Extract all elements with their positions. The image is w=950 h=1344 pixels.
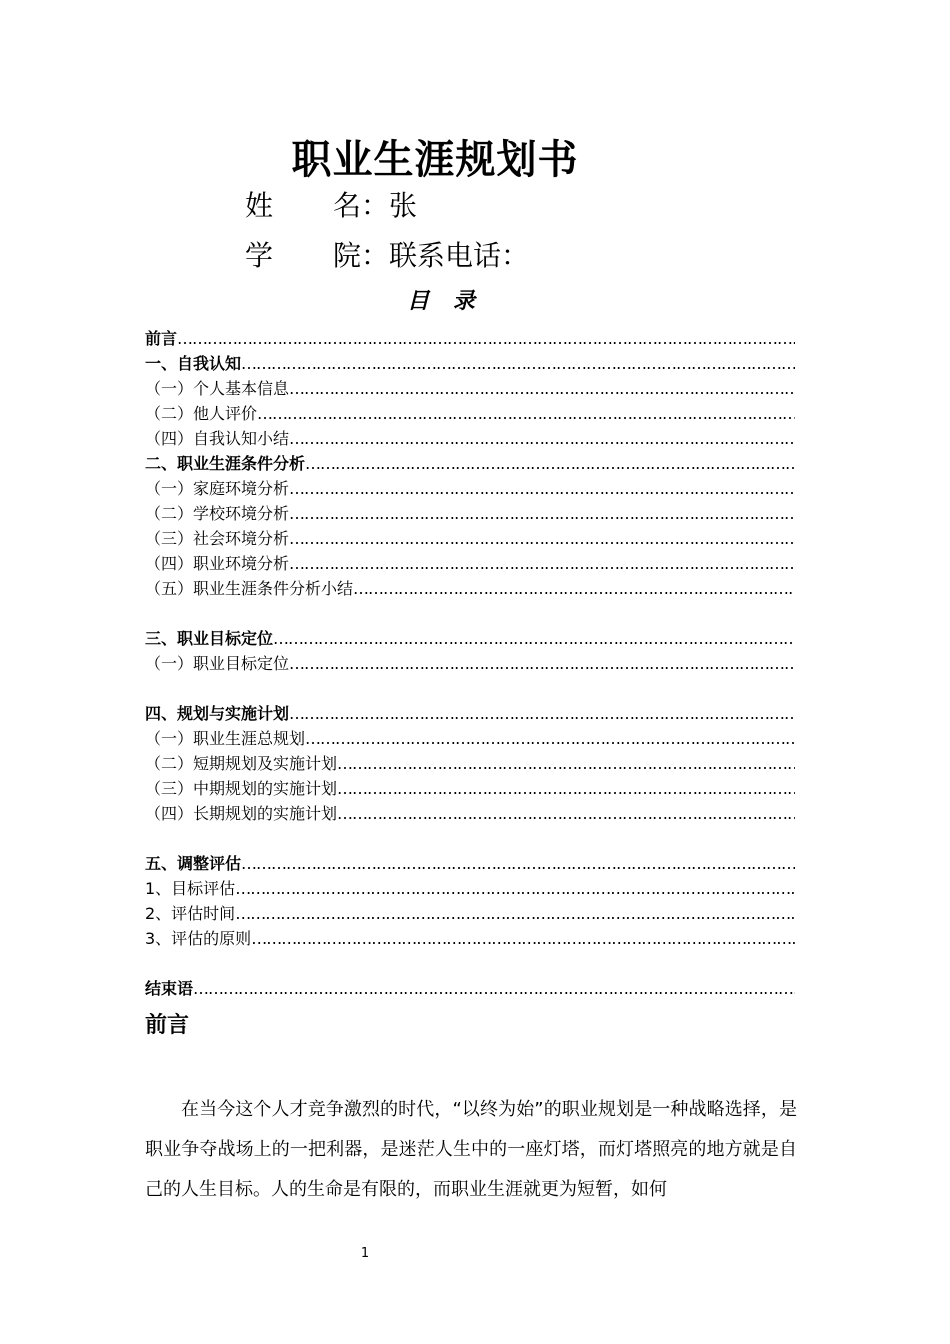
toc-item[interactable]: （二）短期规划及实施计划 ………………………………………………………………………………………………………………………………………………………………………………………… [145, 751, 795, 776]
toc-item[interactable]: 二、职业生涯条件分析 ………………………………………………………………………………………………………………………………………………………………………………………… [145, 451, 795, 476]
paragraph-text: 在当今这个人才竞争激烈的时代，“以终为始”的职业规划是一种战略选择，是职业争夺战场上的一把利器，是迷茫人生中的一座灯塔，而灯塔照亮的地方就是自己的人生目标。人的生命是有限的，而职业生涯就更为短暂，如何 [145, 1099, 797, 1200]
toc-item[interactable]: 结束语 ………………………………………………………………………………………………………………………………………………………………………………………… [145, 976, 795, 1001]
toc-item[interactable]: 前言 ………………………………………………………………………………………………………………………………………………………………………………………… [145, 326, 795, 351]
name-value: 名：张 [333, 189, 418, 222]
toc-spacer [145, 951, 795, 976]
toc-item[interactable]: 1、目标评估 ………………………………………………………………………………………………………………………………………………………………………………………… [145, 876, 795, 901]
toc-item[interactable]: （三）中期规划的实施计划 ………………………………………………………………………………………………………………………………………………………………………………………… [145, 776, 795, 801]
toc-item[interactable]: 三、职业目标定位 ………………………………………………………………………………………………………………………………………………………………………………………… [145, 626, 795, 651]
toc-item[interactable]: 四、规划与实施计划 ………………………………………………………………………………………………………………………………………………………………………………………… [145, 701, 795, 726]
college-line [245, 234, 529, 274]
toc-item[interactable]: （一）职业生涯总规划 ………………………………………………………………………………………………………………………………………………………………………………………… [145, 726, 795, 751]
section-title: 前言 [145, 1013, 190, 1038]
toc-item[interactable]: 一、自我认知 ………………………………………………………………………………………………………………………………………………………………………………………… [145, 351, 795, 376]
toc-item[interactable]: （三）社会环境分析 ………………………………………………………………………………………………………………………………………………………………………………………… [145, 526, 795, 551]
body-paragraph [145, 1090, 797, 1210]
college-value: 院：联系电话： [333, 239, 530, 272]
name-line [245, 184, 417, 224]
toc-item[interactable]: （二）他人评价 ………………………………………………………………………………………………………………………………………………………………………………………… [145, 401, 795, 426]
toc-item[interactable]: （四）长期规划的实施计划 ………………………………………………………………………………………………………………………………………………………………………………………… [145, 801, 795, 826]
toc-item[interactable]: （二）学校环境分析 ………………………………………………………………………………………………………………………………………………………………………………………… [145, 501, 795, 526]
toc-item[interactable]: （四）职业环境分析 ………………………………………………………………………………………………………………………………………………………………………………………… [145, 551, 795, 576]
document-title: 职业生涯规划书 [291, 137, 579, 183]
toc-item[interactable]: （五）职业生涯条件分析小结 ………………………………………………………………………………………………………………………………………………………………………………………… [145, 576, 795, 601]
toc-item[interactable]: 3、评估的原则 ………………………………………………………………………………………………………………………………………………………………………………………… [145, 926, 795, 951]
toc-item[interactable]: （四）自我认知小结 ………………………………………………………………………………………………………………………………………………………………………………………… [145, 426, 795, 451]
college-label: 学 [245, 239, 274, 272]
page-number: 1 [360, 1246, 370, 1261]
name-label: 姓 [245, 189, 274, 222]
toc-item[interactable]: 五、调整评估 ………………………………………………………………………………………………………………………………………………………………………………………… [145, 851, 795, 876]
toc-item[interactable]: 2、评估时间 ………………………………………………………………………………………………………………………………………………………………………………………… [145, 901, 795, 926]
table-of-contents [145, 326, 795, 1001]
toc-spacer [145, 826, 795, 851]
toc-spacer [145, 601, 795, 626]
toc-item[interactable]: （一）个人基本信息 ………………………………………………………………………………………………………………………………………………………………………………………… [145, 376, 795, 401]
toc-heading: 目 录 [407, 289, 483, 314]
toc-item[interactable]: （一）职业目标定位 ………………………………………………………………………………………………………………………………………………………………………………………… [145, 651, 795, 676]
toc-spacer [145, 676, 795, 701]
toc-item[interactable]: （一）家庭环境分析 ………………………………………………………………………………………………………………………………………………………………………………………… [145, 476, 795, 501]
